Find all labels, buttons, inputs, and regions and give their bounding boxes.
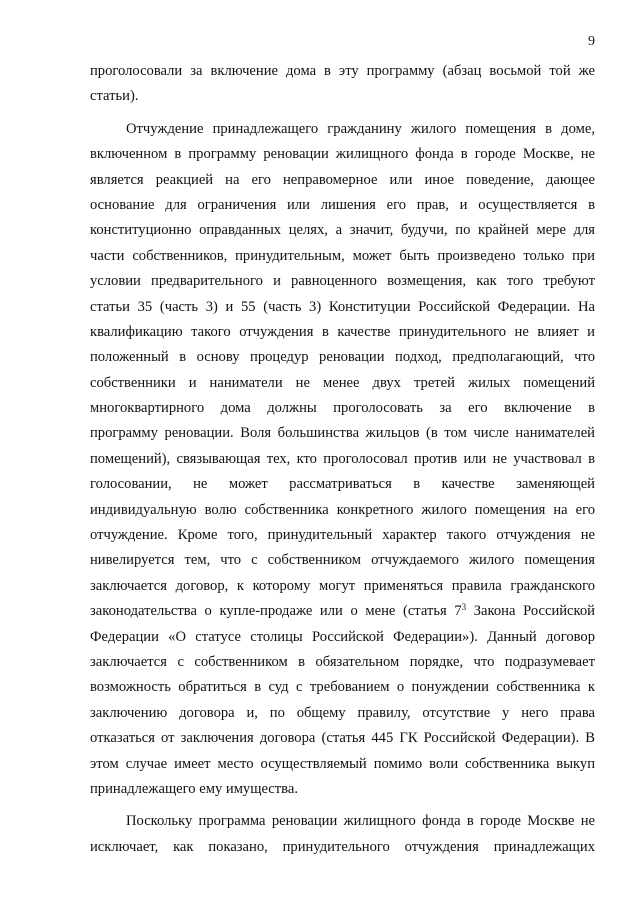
- text-line: возможность обратиться в суд с требованием о понуждении собственника к: [90, 679, 595, 696]
- text-line: заключению договора и, по общему правилу, отсутствие у него права: [90, 704, 595, 721]
- paragraph-1: [90, 59, 595, 110]
- text-line: нивелируется тем, что с собственником отчуждаемого жилого помещения: [90, 552, 595, 569]
- document-body: [90, 59, 595, 860]
- paragraph-gap: [90, 802, 595, 809]
- text-line: помещений), связывающая тех, кто проголосовал против или не участвовал в: [90, 450, 595, 467]
- superscript: 3: [461, 602, 467, 613]
- text-line: Отчуждение принадлежащего гражданину жилого помещения в доме,: [126, 120, 595, 137]
- text-line: заключается с собственником в обязательном порядке, что подразумевает: [90, 653, 595, 670]
- text-line: Федерации «О статусе столицы Российской Федерации»). Данный договор: [90, 628, 595, 645]
- text-line: квалификацию такого отчуждения в качестве принудительного не влияет и: [90, 323, 595, 340]
- text-line: исключает, как показано, принудительного отчуждения принадлежащих: [90, 838, 595, 855]
- text-line: положенный в основу процедур реновации подход, предполагающий, что: [90, 349, 595, 366]
- text-line: статьи 35 (часть 3) и 55 (часть 3) Конституции Российской Федерации. На: [90, 298, 595, 315]
- text-line: конституционно оправданных целях, а значит, будучи, по крайней мере для: [90, 222, 595, 239]
- text-line: является реакцией на его неправомерное или иное поведение, дающее: [90, 171, 595, 188]
- text-line: включенном в программу реновации жилищного фонда в городе Москве, не: [90, 146, 595, 163]
- text-line: собственники и наниматели не менее двух третей жилых помещений: [90, 374, 595, 391]
- text-line: основание для ограничения или лишения его прав, и осуществляется в: [90, 196, 595, 213]
- paragraph-gap: [90, 110, 595, 117]
- text-line: этом случае имеет место осуществляемый помимо воли собственника выкуп: [90, 755, 595, 772]
- text-line: Поскольку программа реновации жилищного фонда в городе Москве не: [126, 813, 595, 830]
- text-line: голосовании, не может рассматриваться в качестве заменяющей: [90, 476, 595, 493]
- text-line-with-superscript: [90, 599, 595, 624]
- text-line: индивидуальную волю собственника конкретного жилого помещения на его: [90, 501, 595, 518]
- text-line: отчуждение. Кроме того, принудительный характер такого отчуждения не: [90, 527, 595, 544]
- text-line: программу реновации. Воля большинства жильцов (в том числе нанимателей: [90, 425, 595, 442]
- text-line: принадлежащего ему имущества.: [90, 780, 298, 797]
- text-line: статьи).: [90, 88, 139, 105]
- text-line: отказаться от заключения договора (статья 445 ГК Российской Федерации). В: [90, 730, 595, 747]
- text-line: части собственников, принудительным, может быть произведено только при: [90, 247, 595, 264]
- text-segment: Закона Российской: [466, 603, 595, 620]
- page-number: 9: [588, 34, 595, 49]
- text-line: заключается договор, к которому могут применяться правила гражданского: [90, 577, 595, 594]
- text-segment: законодательства о купле-продаже или о мене (статья 7: [90, 603, 462, 620]
- paragraph-2: [90, 117, 595, 803]
- text-line: проголосовали за включение дома в эту программу (абзац восьмой той же: [90, 63, 595, 79]
- text-line: условии предварительного и равноценного возмещения, как того требуют: [90, 273, 595, 290]
- paragraph-3: [90, 809, 595, 860]
- text-line: многоквартирного дома должны проголосовать за его включение в: [90, 400, 595, 417]
